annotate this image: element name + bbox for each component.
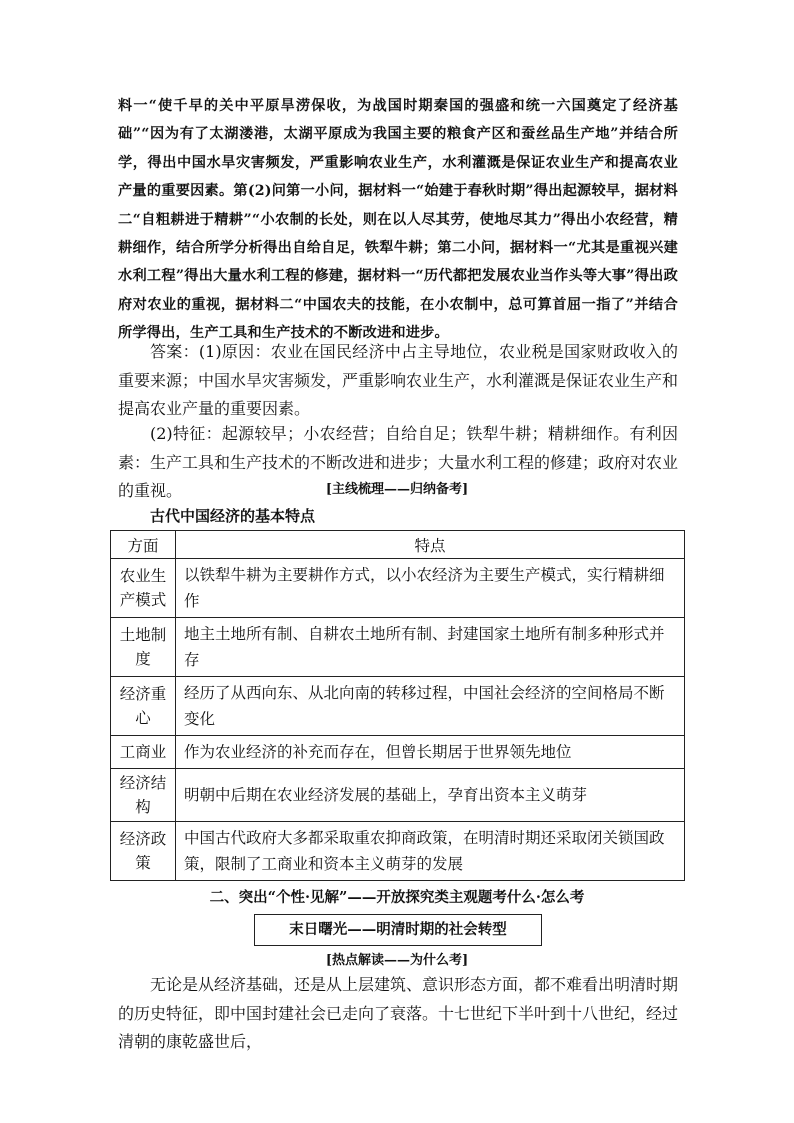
row-feature: 地主土地所有制、自耕农土地所有制、封建国家土地所有制多种形式并存 [176, 618, 685, 677]
row-aspect: 经济重心 [111, 677, 176, 736]
table-row [111, 822, 685, 881]
table-row [111, 677, 685, 736]
hot-topic-label: [热点解读——为什么考] [325, 953, 469, 968]
table-row [111, 618, 685, 677]
boxed-topic-title: 末日曙光——明清时期的社会转型 [254, 914, 542, 946]
row-feature: 以铁犁牛耕为主要耕作方式，以小农经济为主要生产模式，实行精耕细作 [176, 559, 685, 618]
analysis-paragraph: 料一“使千早的关中平原旱涝保收，为战国时期秦国的强盛和统一六国奠定了经济基础”“因为有了太湖溇港，太湖平原成为我国主要的粮食产区和蚕丝品生产地”并结合所学，得出中国水旱灾害频发，严重影响农业生产，水利灌溉是保证农业生产和提高农业产量的重要因素。第(2)问第一小问，据材料一“始建于春秋时期”得出起源较早，据材料二“自粗耕进于精耕”“小农制的长处，则在以人尽其劳，使地尽其力”得出小农经营，精耕细作，结合所学分析得出自给自足，铁犁牛耕；第二小问，据材料一“尤其是重视兴建水利工程”得出大量水利工程的修建，据材料一“历代都把发展农业当作头等大事”得出政府对农业的重视，据材料二“中国农夫的技能，在小农制中，总可算首屈一指了”并结合所学得出，生产工具和生产技术的不断改进和进步。 [118, 98, 678, 342]
table-title: 古代中国经济的基本特点 [150, 507, 316, 525]
table-header-row [111, 531, 685, 559]
row-feature: 中国古代政府大多都采取重农抑商政策，在明清时期还采取闭关锁国政策，限制了工商业和资本主义萌芽的发展 [176, 822, 685, 881]
row-aspect: 土地制度 [111, 618, 176, 677]
row-feature: 经历了从西向东、从北向南的转移过程，中国社会经济的空间格局不断变化 [176, 677, 685, 736]
section-2-heading: 二、突出“个性·见解”——开放探究类主观题考什么·怎么考 [209, 889, 585, 906]
economy-features-table [110, 530, 685, 881]
row-aspect: 农业生产模式 [111, 559, 176, 618]
table-row [111, 769, 685, 822]
answer-part-1: 答案：(1)原因：农业在国民经济中占主导地位，农业税是国家财政收入的重要来源；中国水旱灾害频发，严重影响农业生产，水利灌溉是保证农业生产和提高农业产量的重要因素。 [118, 342, 679, 418]
row-feature: 明朝中后期在农业经济发展的基础上，孕育出资本主义萌芽 [176, 769, 685, 822]
table-row [111, 736, 685, 769]
answer-part-2: (2)特征：起源较早；小农经营；自给自足；铁犁牛耕；精耕细作。有利因素：生产工具和生产技术的不断改进和进步；大量水利工程的修建；政府对农业的重视。 [118, 424, 679, 500]
header-feature: 特点 [176, 531, 685, 559]
row-aspect: 经济结构 [111, 769, 176, 822]
mainline-review-label: [主线梳理——归纳备考] [325, 482, 469, 497]
table-row [111, 559, 685, 618]
row-aspect: 工商业 [111, 736, 176, 769]
final-paragraph: 无论是从经济基础，还是从上层建筑、意识形态方面，都不难看出明清时期的历史特征，即中国封建社会已走向了衰落。十七世纪下半叶到十八世纪，经过清朝的康乾盛世后， [118, 975, 679, 1051]
row-feature: 作为农业经济的补充而存在，但曾长期居于世界领先地位 [176, 736, 685, 769]
row-aspect: 经济政策 [111, 822, 176, 881]
header-aspect: 方面 [111, 531, 176, 559]
